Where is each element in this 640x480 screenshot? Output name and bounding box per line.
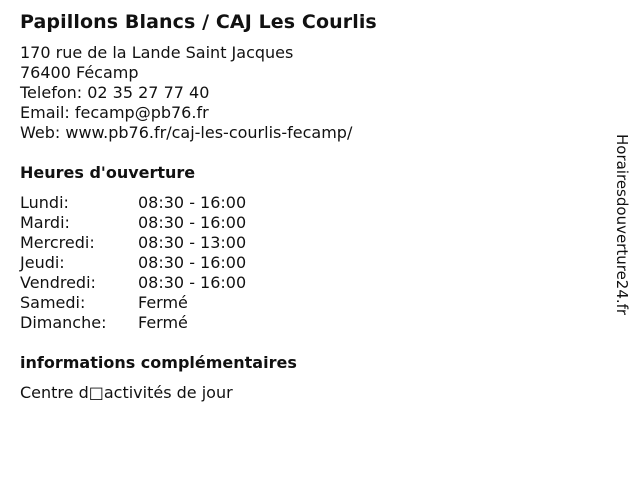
hours-row-mardi (20, 213, 590, 233)
watermark-text: Horairesdouverture24.fr (613, 134, 631, 316)
hours-time: Fermé (138, 293, 188, 312)
website-line: Web: www.pb76.fr/caj-les-courlis-fecamp/ (20, 123, 353, 142)
hours-day: Lundi: (20, 193, 69, 212)
hours-row-samedi (20, 293, 590, 313)
hours-day: Mardi: (20, 213, 70, 232)
hours-row-mercredi (20, 233, 590, 253)
hours-day: Mercredi: (20, 233, 95, 252)
listing-card (20, 10, 590, 403)
email-line: Email: fecamp@pb76.fr (20, 103, 209, 122)
hours-day: Dimanche: (20, 313, 107, 332)
page-title: Papillons Blancs / CAJ Les Courlis (20, 11, 377, 33)
hours-row-dimanche (20, 313, 590, 333)
info-description: Centre d□activités de jour (20, 383, 233, 402)
hours-row-jeudi (20, 253, 590, 273)
address-block (20, 43, 590, 143)
hours-row-lundi (20, 193, 590, 213)
hours-time: 08:30 - 13:00 (138, 233, 247, 252)
hours-time: 08:30 - 16:00 (138, 213, 247, 232)
hours-heading: Heures d'ouverture (20, 163, 196, 182)
hours-day: Vendredi: (20, 273, 96, 292)
site-watermark (612, 134, 632, 374)
hours-time: 08:30 - 16:00 (138, 193, 247, 212)
hours-time: Fermé (138, 313, 188, 332)
hours-time: 08:30 - 16:00 (138, 273, 247, 292)
hours-day: Jeudi: (20, 253, 65, 272)
postal-city: 76400 Fécamp (20, 63, 139, 82)
hours-day: Samedi: (20, 293, 86, 312)
street-address: 170 rue de la Lande Saint Jacques (20, 43, 294, 62)
hours-row-vendredi (20, 273, 590, 293)
hours-time: 08:30 - 16:00 (138, 253, 247, 272)
info-heading: informations complémentaires (20, 353, 297, 372)
phone-line: Telefon: 02 35 27 77 40 (20, 83, 210, 102)
hours-table (20, 193, 590, 333)
